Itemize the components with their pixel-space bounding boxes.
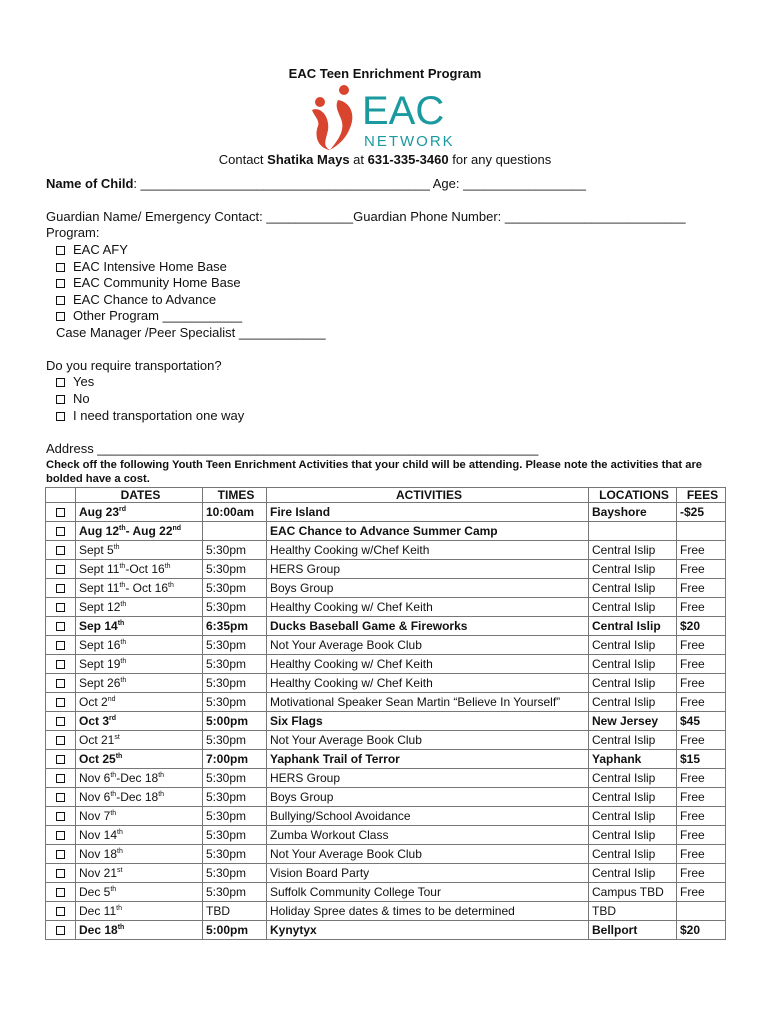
activity-cell: Boys Group: [267, 579, 589, 598]
time-cell: 5:30pm: [203, 560, 267, 579]
table-row: [46, 598, 726, 617]
checkbox[interactable]: [56, 736, 65, 745]
header-check: [46, 488, 76, 503]
fee-cell: [677, 902, 726, 921]
time-cell: 5:30pm: [203, 731, 267, 750]
location-cell: Central Islip: [589, 674, 677, 693]
table-row: [46, 807, 726, 826]
table-row: [46, 541, 726, 560]
fee-cell: Free: [677, 826, 726, 845]
row-checkbox-cell[interactable]: [46, 674, 76, 693]
date-cell: Nov 6th-Dec 18th: [76, 769, 203, 788]
fee-cell: Free: [677, 541, 726, 560]
checkbox[interactable]: [56, 565, 65, 574]
time-cell: 5:30pm: [203, 883, 267, 902]
row-checkbox-cell[interactable]: [46, 731, 76, 750]
row-checkbox-cell[interactable]: [46, 560, 76, 579]
location-cell: Central Islip: [589, 769, 677, 788]
date-cell: Nov 14th: [76, 826, 203, 845]
fee-cell: -$25: [677, 503, 726, 522]
checkbox[interactable]: [56, 660, 65, 669]
date-cell: Dec 11th: [76, 902, 203, 921]
time-cell: 5:30pm: [203, 864, 267, 883]
location-cell: Central Islip: [589, 731, 677, 750]
row-checkbox-cell[interactable]: [46, 902, 76, 921]
program-option[interactable]: EAC Community Home Base: [56, 275, 241, 290]
row-checkbox-cell[interactable]: [46, 503, 76, 522]
checkbox: [56, 395, 65, 404]
header-dates: DATES: [76, 488, 203, 503]
fee-cell: Free: [677, 788, 726, 807]
location-cell: Central Islip: [589, 655, 677, 674]
activity-cell: Healthy Cooking w/ Chef Keith: [267, 598, 589, 617]
row-checkbox-cell[interactable]: [46, 921, 76, 940]
location-cell: Bellport: [589, 921, 677, 940]
activities-table: [45, 487, 726, 940]
table-row: [46, 864, 726, 883]
activity-cell: Yaphank Trail of Terror: [267, 750, 589, 769]
header-locations: LOCATIONS: [589, 488, 677, 503]
checkbox[interactable]: [56, 831, 65, 840]
transport-option[interactable]: I need transportation one way: [56, 408, 244, 423]
table-row: [46, 579, 726, 598]
fee-cell: $20: [677, 617, 726, 636]
location-cell: Central Islip: [589, 560, 677, 579]
location-cell: Central Islip: [589, 788, 677, 807]
time-cell: 5:30pm: [203, 826, 267, 845]
contact-line: Contact Shatika Mays at 631-335-3460 for any questions: [218, 152, 552, 167]
header-times: TIMES: [203, 488, 267, 503]
activity-cell: Suffolk Community College Tour: [267, 883, 589, 902]
table-row: [46, 750, 726, 769]
time-cell: TBD: [203, 902, 267, 921]
fee-cell: Free: [677, 864, 726, 883]
table-row: [46, 769, 726, 788]
checkbox[interactable]: [56, 527, 65, 536]
time-cell: 5:30pm: [203, 693, 267, 712]
program-option[interactable]: EAC Intensive Home Base: [56, 259, 227, 274]
activity-cell: Motivational Speaker Sean Martin “Believe In Yourself”: [267, 693, 589, 712]
row-checkbox-cell[interactable]: [46, 712, 76, 731]
fee-cell: $15: [677, 750, 726, 769]
time-cell: 5:30pm: [203, 598, 267, 617]
checkbox[interactable]: [56, 508, 65, 517]
location-cell: Central Islip: [589, 541, 677, 560]
table-row: [46, 655, 726, 674]
time-cell: 5:30pm: [203, 807, 267, 826]
time-cell: 5:30pm: [203, 769, 267, 788]
checkbox[interactable]: [56, 546, 65, 555]
time-cell: [203, 522, 267, 541]
activity-cell: HERS Group: [267, 769, 589, 788]
transport-question: Do you require transportation?: [46, 358, 222, 373]
activity-cell: Bullying/School Avoidance: [267, 807, 589, 826]
logo-sub-text: NETWORK: [364, 133, 455, 150]
fee-cell: [677, 522, 726, 541]
row-checkbox-cell[interactable]: [46, 769, 76, 788]
checkbox[interactable]: [56, 603, 65, 612]
guardian-phone-field: Guardian Phone Number: _________________________: [353, 209, 686, 224]
program-label: Program:: [46, 225, 100, 240]
table-row: [46, 902, 726, 921]
instructions-note: Check off the following Youth Teen Enrichment Activities that your child will be attending. Please note the activities that are bolded have a cost.: [46, 459, 703, 485]
location-cell: Campus TBD: [589, 883, 677, 902]
checkbox: [56, 296, 65, 305]
table-row: [46, 826, 726, 845]
checkbox: [56, 263, 65, 272]
location-cell: Central Islip: [589, 636, 677, 655]
checkbox[interactable]: [56, 717, 65, 726]
date-cell: Sept 12th: [76, 598, 203, 617]
row-checkbox-cell[interactable]: [46, 636, 76, 655]
date-cell: Nov 7th: [76, 807, 203, 826]
contact-name: Shatika Mays: [267, 152, 350, 167]
activity-cell: Healthy Cooking w/Chef Keith: [267, 541, 589, 560]
time-cell: 5:30pm: [203, 655, 267, 674]
activity-cell: Not Your Average Book Club: [267, 731, 589, 750]
date-cell: Aug 23rd: [76, 503, 203, 522]
time-cell: 5:00pm: [203, 712, 267, 731]
row-checkbox-cell[interactable]: [46, 579, 76, 598]
row-checkbox-cell[interactable]: [46, 788, 76, 807]
table-row: [46, 845, 726, 864]
activity-cell: Fire Island: [267, 503, 589, 522]
time-cell: 5:00pm: [203, 921, 267, 940]
row-checkbox-cell[interactable]: [46, 598, 76, 617]
activity-cell: Not Your Average Book Club: [267, 636, 589, 655]
location-cell: New Jersey: [589, 712, 677, 731]
time-cell: 10:00am: [203, 503, 267, 522]
table-row: [46, 921, 726, 940]
checkbox[interactable]: [56, 926, 65, 935]
fee-cell: Free: [677, 579, 726, 598]
date-cell: Sept 11th-Oct 16th: [76, 560, 203, 579]
checkbox[interactable]: [56, 679, 65, 688]
header-activities: ACTIVITIES: [267, 488, 589, 503]
checkbox[interactable]: [56, 869, 65, 878]
checkbox[interactable]: [56, 793, 65, 802]
row-checkbox-cell[interactable]: [46, 864, 76, 883]
page-title: EAC Teen Enrichment Program: [288, 66, 482, 81]
transport-option[interactable]: No: [56, 391, 90, 406]
time-cell: 5:30pm: [203, 636, 267, 655]
row-checkbox-cell[interactable]: [46, 883, 76, 902]
fee-cell: Free: [677, 883, 726, 902]
location-cell: [589, 522, 677, 541]
eac-network-logo: [300, 80, 470, 152]
activity-cell: Healthy Cooking w/ Chef Keith: [267, 655, 589, 674]
checkbox[interactable]: [56, 584, 65, 593]
location-cell: Central Islip: [589, 826, 677, 845]
row-checkbox-cell[interactable]: [46, 541, 76, 560]
date-cell: Oct 3rd: [76, 712, 203, 731]
table-row: [46, 693, 726, 712]
date-cell: Nov 6th-Dec 18th: [76, 788, 203, 807]
table-row: [46, 731, 726, 750]
fee-cell: Free: [677, 731, 726, 750]
fee-cell: Free: [677, 845, 726, 864]
checkbox[interactable]: [56, 622, 65, 631]
program-option[interactable]: EAC AFY: [56, 242, 128, 257]
contact-phone: 631-335-3460: [367, 152, 449, 167]
table-row: [46, 617, 726, 636]
row-checkbox-cell[interactable]: [46, 617, 76, 636]
date-cell: Sept 19th: [76, 655, 203, 674]
location-cell: Central Islip: [589, 598, 677, 617]
date-cell: Sept 5th: [76, 541, 203, 560]
checkbox[interactable]: [56, 755, 65, 764]
table-row: [46, 712, 726, 731]
people-logo-icon: [312, 85, 352, 150]
fee-cell: $20: [677, 921, 726, 940]
location-cell: Yaphank: [589, 750, 677, 769]
checkbox[interactable]: [56, 698, 65, 707]
activity-cell: EAC Chance to Advance Summer Camp: [267, 522, 589, 541]
date-cell: Dec 18th: [76, 921, 203, 940]
fee-cell: Free: [677, 807, 726, 826]
table-row: [46, 788, 726, 807]
header-fees: FEES: [677, 488, 726, 503]
row-checkbox-cell[interactable]: [46, 693, 76, 712]
address-field[interactable]: Address _____________________________________________________________: [46, 441, 539, 456]
location-cell: Central Islip: [589, 845, 677, 864]
date-cell: Sept 16th: [76, 636, 203, 655]
row-checkbox-cell[interactable]: [46, 522, 76, 541]
time-cell: 5:30pm: [203, 541, 267, 560]
activity-cell: Kynytyx: [267, 921, 589, 940]
time-cell: 6:35pm: [203, 617, 267, 636]
activity-cell: Six Flags: [267, 712, 589, 731]
guardian-field[interactable]: Guardian Name/ Emergency Contact: ____________Guardian Phone Number: _________________________: [46, 209, 686, 224]
fee-cell: Free: [677, 655, 726, 674]
logo-main-text: EAC: [362, 89, 445, 133]
transport-option[interactable]: Yes: [56, 374, 94, 389]
date-cell: Nov 18th: [76, 845, 203, 864]
location-cell: TBD: [589, 902, 677, 921]
activity-cell: Vision Board Party: [267, 864, 589, 883]
checkbox[interactable]: [56, 774, 65, 783]
fee-cell: Free: [677, 636, 726, 655]
fee-cell: Free: [677, 674, 726, 693]
fee-cell: Free: [677, 693, 726, 712]
table-row: [46, 522, 726, 541]
activity-cell: Healthy Cooking w/ Chef Keith: [267, 674, 589, 693]
checkbox: [56, 412, 65, 421]
checkbox[interactable]: [56, 812, 65, 821]
checkbox: [56, 312, 65, 321]
checkbox: [56, 378, 65, 387]
time-cell: 5:30pm: [203, 788, 267, 807]
table-row: [46, 636, 726, 655]
activity-cell: Ducks Baseball Game & Fireworks: [267, 617, 589, 636]
checkbox: [56, 246, 65, 255]
date-cell: Sept 11th- Oct 16th: [76, 579, 203, 598]
fee-cell: $45: [677, 712, 726, 731]
date-cell: Dec 5th: [76, 883, 203, 902]
table-row: [46, 503, 726, 522]
location-cell: Central Islip: [589, 617, 677, 636]
time-cell: 5:30pm: [203, 674, 267, 693]
date-cell: Sept 26th: [76, 674, 203, 693]
activity-cell: HERS Group: [267, 560, 589, 579]
time-cell: 5:30pm: [203, 845, 267, 864]
activity-cell: Zumba Workout Class: [267, 826, 589, 845]
date-cell: Aug 12th- Aug 22nd: [76, 522, 203, 541]
checkbox[interactable]: [56, 850, 65, 859]
checkbox[interactable]: [56, 641, 65, 650]
location-cell: Bayshore: [589, 503, 677, 522]
date-cell: Nov 21st: [76, 864, 203, 883]
table-row: [46, 560, 726, 579]
fee-cell: Free: [677, 769, 726, 788]
checkbox[interactable]: [56, 907, 65, 916]
table-row: [46, 674, 726, 693]
date-cell: Sep 14th: [76, 617, 203, 636]
date-cell: Oct 21st: [76, 731, 203, 750]
checkbox: [56, 279, 65, 288]
row-checkbox-cell[interactable]: [46, 655, 76, 674]
case-manager-field[interactable]: Case Manager /Peer Specialist ____________: [56, 325, 326, 340]
date-cell: Oct 2nd: [76, 693, 203, 712]
location-cell: Central Islip: [589, 807, 677, 826]
checkbox[interactable]: [56, 888, 65, 897]
row-checkbox-cell[interactable]: [46, 845, 76, 864]
program-option[interactable]: Other Program ___________: [56, 308, 242, 323]
time-cell: 5:30pm: [203, 579, 267, 598]
location-cell: Central Islip: [589, 864, 677, 883]
table-header-row: [46, 488, 726, 503]
row-checkbox-cell[interactable]: [46, 807, 76, 826]
activity-cell: Not Your Average Book Club: [267, 845, 589, 864]
date-cell: Oct 25th: [76, 750, 203, 769]
time-cell: 7:00pm: [203, 750, 267, 769]
row-checkbox-cell[interactable]: [46, 826, 76, 845]
child-name-field[interactable]: Name of Child: ________________________________________ Age: _________________: [46, 176, 587, 191]
fee-cell: Free: [677, 560, 726, 579]
activity-cell: Boys Group: [267, 788, 589, 807]
program-option[interactable]: EAC Chance to Advance: [56, 292, 216, 307]
location-cell: Central Islip: [589, 579, 677, 598]
fee-cell: Free: [677, 598, 726, 617]
location-cell: Central Islip: [589, 693, 677, 712]
activity-cell: Holiday Spree dates & times to be determined: [267, 902, 589, 921]
age-field: Age: _________________: [432, 176, 587, 191]
table-row: [46, 883, 726, 902]
row-checkbox-cell[interactable]: [46, 750, 76, 769]
